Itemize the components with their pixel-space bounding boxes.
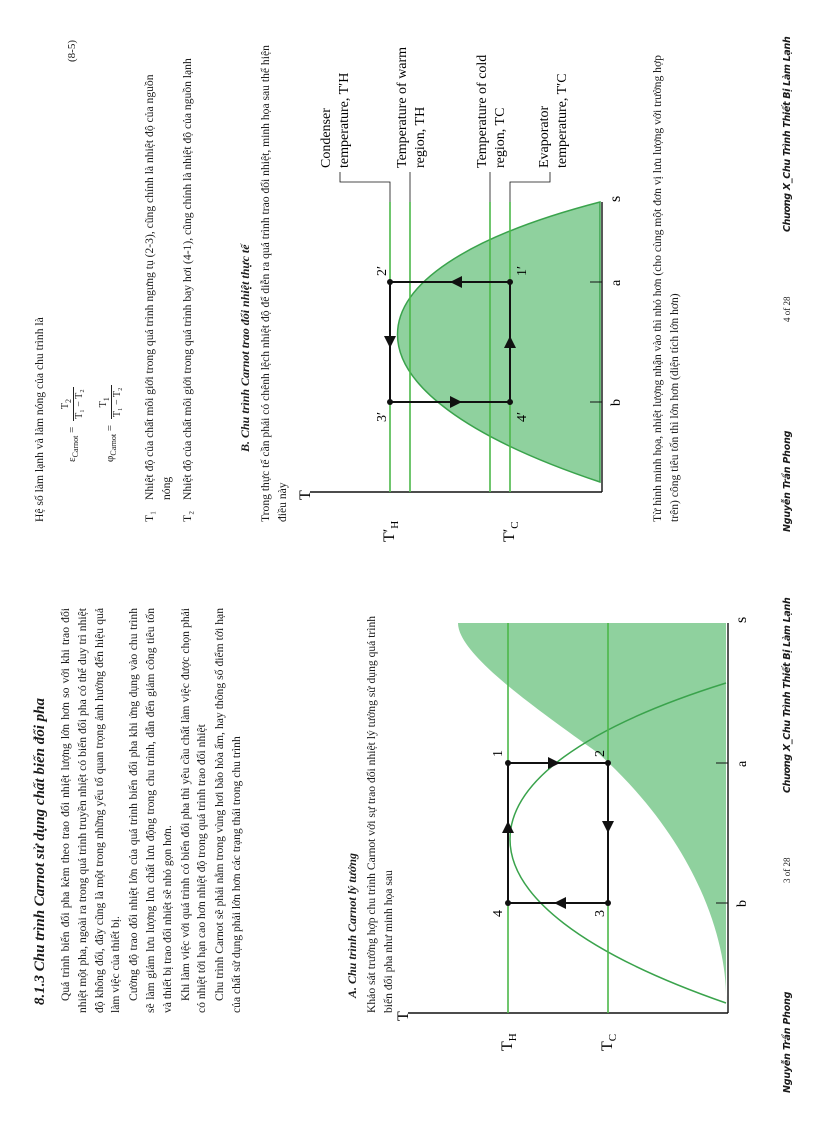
- page-3: [0, 562, 816, 1123]
- paragraph-1: Quá trình biến đổi pha kèm theo trao đổi nhiệt lượng lớn hơn so với khi trao đổi nhiệt một pha, ngoài ra trong quá trình truyền nhiệt có biến đổi pha có thể duy trì nhiệt độ không đổi, đây cũng là một trong những yếu tố quan trọng ảnh hưởng đến hiệu quả làm việc của thiết bị.: [59, 608, 123, 1013]
- eq1-num-sub: 2: [64, 399, 73, 403]
- cold-label-2: region, TC: [493, 107, 508, 168]
- eq1-fraction: [60, 387, 85, 421]
- definition-t2: [180, 52, 197, 522]
- subsection-b-text: Trong thực tế cần phải có chênh lệch nhiệt độ để diễn ra quá trình trao đổi nhiệt, minh họa sau thể hiện điều này: [259, 45, 289, 522]
- eq2-fraction: [98, 385, 123, 419]
- t-axis-label: T: [395, 1011, 412, 1021]
- vapor-dome: [458, 623, 726, 1003]
- eq1-num: T: [60, 403, 71, 410]
- condenser-label-1: Condenser: [319, 108, 334, 168]
- point-3-label: 3: [593, 910, 608, 917]
- def-t2-text: Nhiệt độ của chất môi giới trong quá trình bay hơi (4-1), cũng chính là nhiệt độ của nguồn lạnh: [180, 58, 194, 500]
- point-1-label: 1: [491, 750, 506, 757]
- phi-carnot-equation: $\varphi_{Carnot}$ = $T_1$ T₁ − T₂: [98, 387, 123, 462]
- s-axis-label: s: [607, 195, 624, 202]
- point-3p-label: 3′: [375, 411, 390, 422]
- point-3p-marker: [387, 399, 393, 405]
- coefficient-intro: Hệ số làm lạnh và làm nóng của chu trình là: [33, 317, 46, 522]
- point-1-marker: [505, 760, 511, 766]
- t-axis-label: T: [297, 490, 314, 500]
- intro-paragraphs: [58, 608, 247, 1013]
- tc-prime-label: $T'_C$: [501, 521, 521, 542]
- tick-b-label: b: [735, 900, 750, 907]
- tick-a-label: a: [609, 279, 624, 286]
- footer-author: Nguyễn Trần Phong: [782, 991, 793, 1093]
- point-2-marker: [605, 760, 611, 766]
- ideal-carnot-ts-diagram: [395, 613, 768, 1051]
- th-prime-label: $T'_H$: [381, 520, 401, 542]
- arrow-4-1: [602, 821, 614, 833]
- warm-label-2: region, TH: [413, 106, 428, 168]
- eq2-lhs: φ: [104, 455, 117, 462]
- real-carnot-ts-diagram: [297, 22, 630, 542]
- th-label: $T_H$: [499, 1033, 519, 1051]
- arrow-3-4: [554, 897, 566, 909]
- section-title: 8.1.3 Chu trình Carnot sử dụng chất biến đổi pha: [32, 697, 48, 1005]
- subsection-a-text: Khảo sát trường hợp chu trình Carnot với sự trao đổi nhiệt lý tưởng sử dụng quá trình biến đổi pha như minh họa sau: [365, 615, 395, 1013]
- footer-course: Chương X_Chu Trình Thiết Bị Làm Lạnh: [782, 36, 793, 232]
- condenser-label-2: temperature, T′H: [337, 72, 352, 168]
- tick-a-label: a: [735, 760, 750, 767]
- def-t2-symbol: T₂: [180, 510, 194, 522]
- equation-number: (8-5): [66, 40, 78, 62]
- eq1-den: T₁ − T₂: [74, 389, 85, 419]
- symbol-definitions: [142, 52, 200, 522]
- eq2-num: T: [98, 401, 109, 408]
- point-3-marker: [605, 900, 611, 906]
- evaporator-label-1: Evaporator: [537, 105, 552, 168]
- footer-page-number: 4 of 28: [782, 296, 792, 322]
- paragraph-3: Khi làm việc với quá trình có biến đổi pha thì yêu cầu chất làm việc được chọn phải có nhiệt tới hạn cao hơn nhiệt độ trong quá trình trao đổi nhiệt: [178, 608, 209, 1013]
- eq1-lhs: ε: [66, 457, 79, 462]
- footer-page-number: 3 of 28: [782, 857, 792, 883]
- footer-course: Chương X_Chu Trình Thiết Bị Làm Lạnh: [782, 597, 793, 793]
- definition-t1: [142, 52, 176, 522]
- closing-text: Từ hình minh họa, nhiệt lượng nhận vào thì nhỏ hơn (cho cùng một đơn vị lưu lượng với trường hợp trên) công tiêu tốn thì lớn hơn (diện tích lớn hơn): [651, 55, 681, 522]
- point-1p-marker: [507, 279, 513, 285]
- paragraph-4: Chu trình Carnot sẽ phải nằm trong vùng hơi bão hòa ẩm, hay thông số điểm tới hạn của chất sử dụng phải lớn hơn các trạng thái trong chu trình: [213, 608, 243, 1013]
- arrow-2-3: [384, 336, 396, 348]
- point-2p-marker: [387, 279, 393, 285]
- eq1-lhs-sub: Carnot: [71, 435, 81, 458]
- point-2p-label: 2′: [375, 265, 390, 276]
- point-1p-label: 1′: [515, 265, 530, 276]
- point-4-label: 4: [491, 910, 506, 917]
- eq2-lhs-sub: Carnot: [109, 433, 119, 456]
- point-2-label: 2: [593, 750, 608, 757]
- vapor-dome: [398, 202, 601, 482]
- cold-label-1: Temperature of cold: [475, 54, 490, 168]
- subsection-a-heading: A. Chu trình Carnot lý tưởng: [345, 852, 359, 998]
- point-4p-label: 4′: [515, 411, 530, 422]
- evaporator-leader: [510, 172, 550, 202]
- epsilon-carnot-equation: $\varepsilon_{Carnot}$ = $T_2$ T₁ − T₂: [60, 389, 85, 462]
- warm-label-1: Temperature of warm: [395, 46, 410, 168]
- def-t1-text: Nhiệt độ của chất môi giới trong quá trình ngưng tụ (2-3), cũng chính là nhiệt độ của nguồn nóng: [143, 74, 173, 500]
- paragraph-2: Cường độ trao đổi nhiệt lớn của quá trình biến đổi pha khi ứng dụng vào chu trình sẽ làm giảm lưu lượng lưu chất lưu động trong chu trình, dẫn đến giảm công tiêu tốn và thiết bị trao đổi nhiệt sẽ nhỏ gọn hơn.: [127, 608, 174, 1013]
- condenser-leader: [340, 172, 390, 202]
- tc-label: $T_C$: [599, 1033, 619, 1051]
- footer-author: Nguyễn Trần Phong: [782, 430, 793, 532]
- def-t1-symbol: T₁: [143, 510, 156, 522]
- tick-b-label: b: [609, 399, 624, 406]
- s-axis-label: s: [733, 616, 750, 623]
- evaporator-label-2: temperature, T′C: [555, 73, 570, 168]
- eq2-num-sub: 1: [102, 397, 111, 402]
- subsection-b-heading: B. Chu trình Carnot trao đổi nhiệt thực tế: [238, 244, 252, 452]
- point-4p-marker: [507, 399, 513, 405]
- point-4-marker: [505, 900, 511, 906]
- eq2-den: T₁ − T₂: [112, 387, 123, 418]
- arrow-1-2: [548, 757, 560, 769]
